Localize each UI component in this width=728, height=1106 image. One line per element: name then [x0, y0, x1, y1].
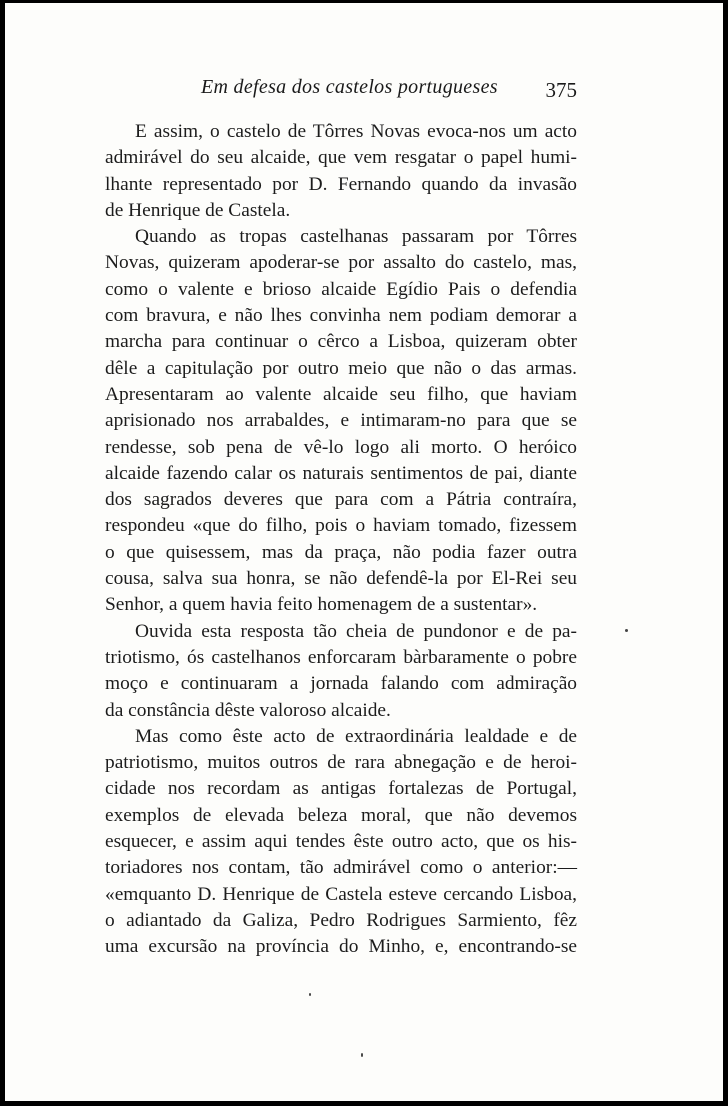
running-title: Em defesa dos castelos portugueses: [201, 76, 498, 98]
text-line: Ouvida esta resposta tão cheia de pundonor e de pa-: [135, 620, 577, 642]
text-line: como o valente e brioso alcaide Egídio Pais o defendia: [105, 278, 577, 300]
text-line: patriotismo, muitos outros de rara abnegação e de heroi-: [105, 752, 577, 774]
text-line: respondeu «que do filho, pois o haviam tomado, fizessem: [105, 515, 577, 537]
text-line: admirável do seu alcaide, que vem resgatar o papel humi-: [105, 147, 577, 169]
text-line: uma excursão na província do Minho, e, encontrando-se: [105, 936, 577, 958]
body-text: [105, 119, 577, 961]
text-line: E assim, o castelo de Tôrres Novas evoca-nos um acto: [135, 121, 577, 142]
text-line: da constância dêste valoroso alcaide.: [105, 699, 391, 721]
text-line: Senhor, a quem havia feito homenagem de a sustentar».: [105, 594, 538, 616]
text-line: Apresentaram ao valente alcaide seu filho, que haviam: [105, 383, 577, 405]
text-line: Mas como êste acto de extraordinária lealdade e de: [135, 725, 577, 747]
text-line: cidade nos recordam as antigas fortalezas de Portugal,: [105, 778, 577, 800]
text-line: Quando as tropas castelhanas passaram por Tôrres: [135, 226, 577, 248]
text-line: exemplos de elevada beleza moral, que não devemos: [105, 804, 577, 826]
text-line: toriadores nos contam, tão admirável como o anterior:—: [105, 857, 577, 879]
text-line: aprisionado nos arrabaldes, e intimaram-no para que se: [105, 410, 577, 432]
text-line: dos sagrados deveres que para com a Pátria contraíra,: [105, 489, 577, 511]
text-line: dêle a capitulação por outro meio que não o das armas.: [105, 357, 577, 379]
running-header: [105, 76, 585, 106]
text-line: cousa, salva sua honra, se não defendê-la por El-Rei seu: [105, 568, 577, 590]
text-line: o que quisessem, mas da praça, não podia fazer outra: [105, 541, 577, 563]
page-number: 375: [545, 78, 577, 102]
text-line: rendesse, sob pena de vê-lo logo ali morto. O heróico: [105, 436, 577, 458]
text-line: com bravura, e não lhes convinha nem podiam demorar a: [105, 305, 577, 327]
text-line: moço e continuaram a jornada falando com admiração: [105, 673, 577, 695]
text-line: triotismo, ós castelhanos enforcaram bàrbaramente o pobre: [105, 646, 577, 668]
text-line: o adiantado da Galiza, Pedro Rodrigues Sarmiento, fêz: [105, 909, 577, 931]
text-line: esquecer, e assim aqui tendes êste outro acto, que os his-: [105, 831, 577, 853]
text-line: «emquanto D. Henrique de Castela esteve cercando Lisboa,: [105, 883, 577, 905]
paper-speck: [625, 629, 628, 632]
paper-speck: [361, 1053, 363, 1057]
text-line: de Henrique de Castela.: [105, 199, 291, 221]
text-line: marcha para continuar o cêrco a Lisboa, quizeram obter: [105, 331, 577, 353]
text-line: lhante representado por D. Fernando quando da invasão: [105, 173, 577, 195]
text-line: Novas, quizeram apoderar-se por assalto do castelo, mas,: [105, 252, 577, 274]
text-line: alcaide fazendo calar os naturais sentimentos de pai, diante: [105, 462, 577, 484]
paper-speck: [309, 993, 311, 996]
